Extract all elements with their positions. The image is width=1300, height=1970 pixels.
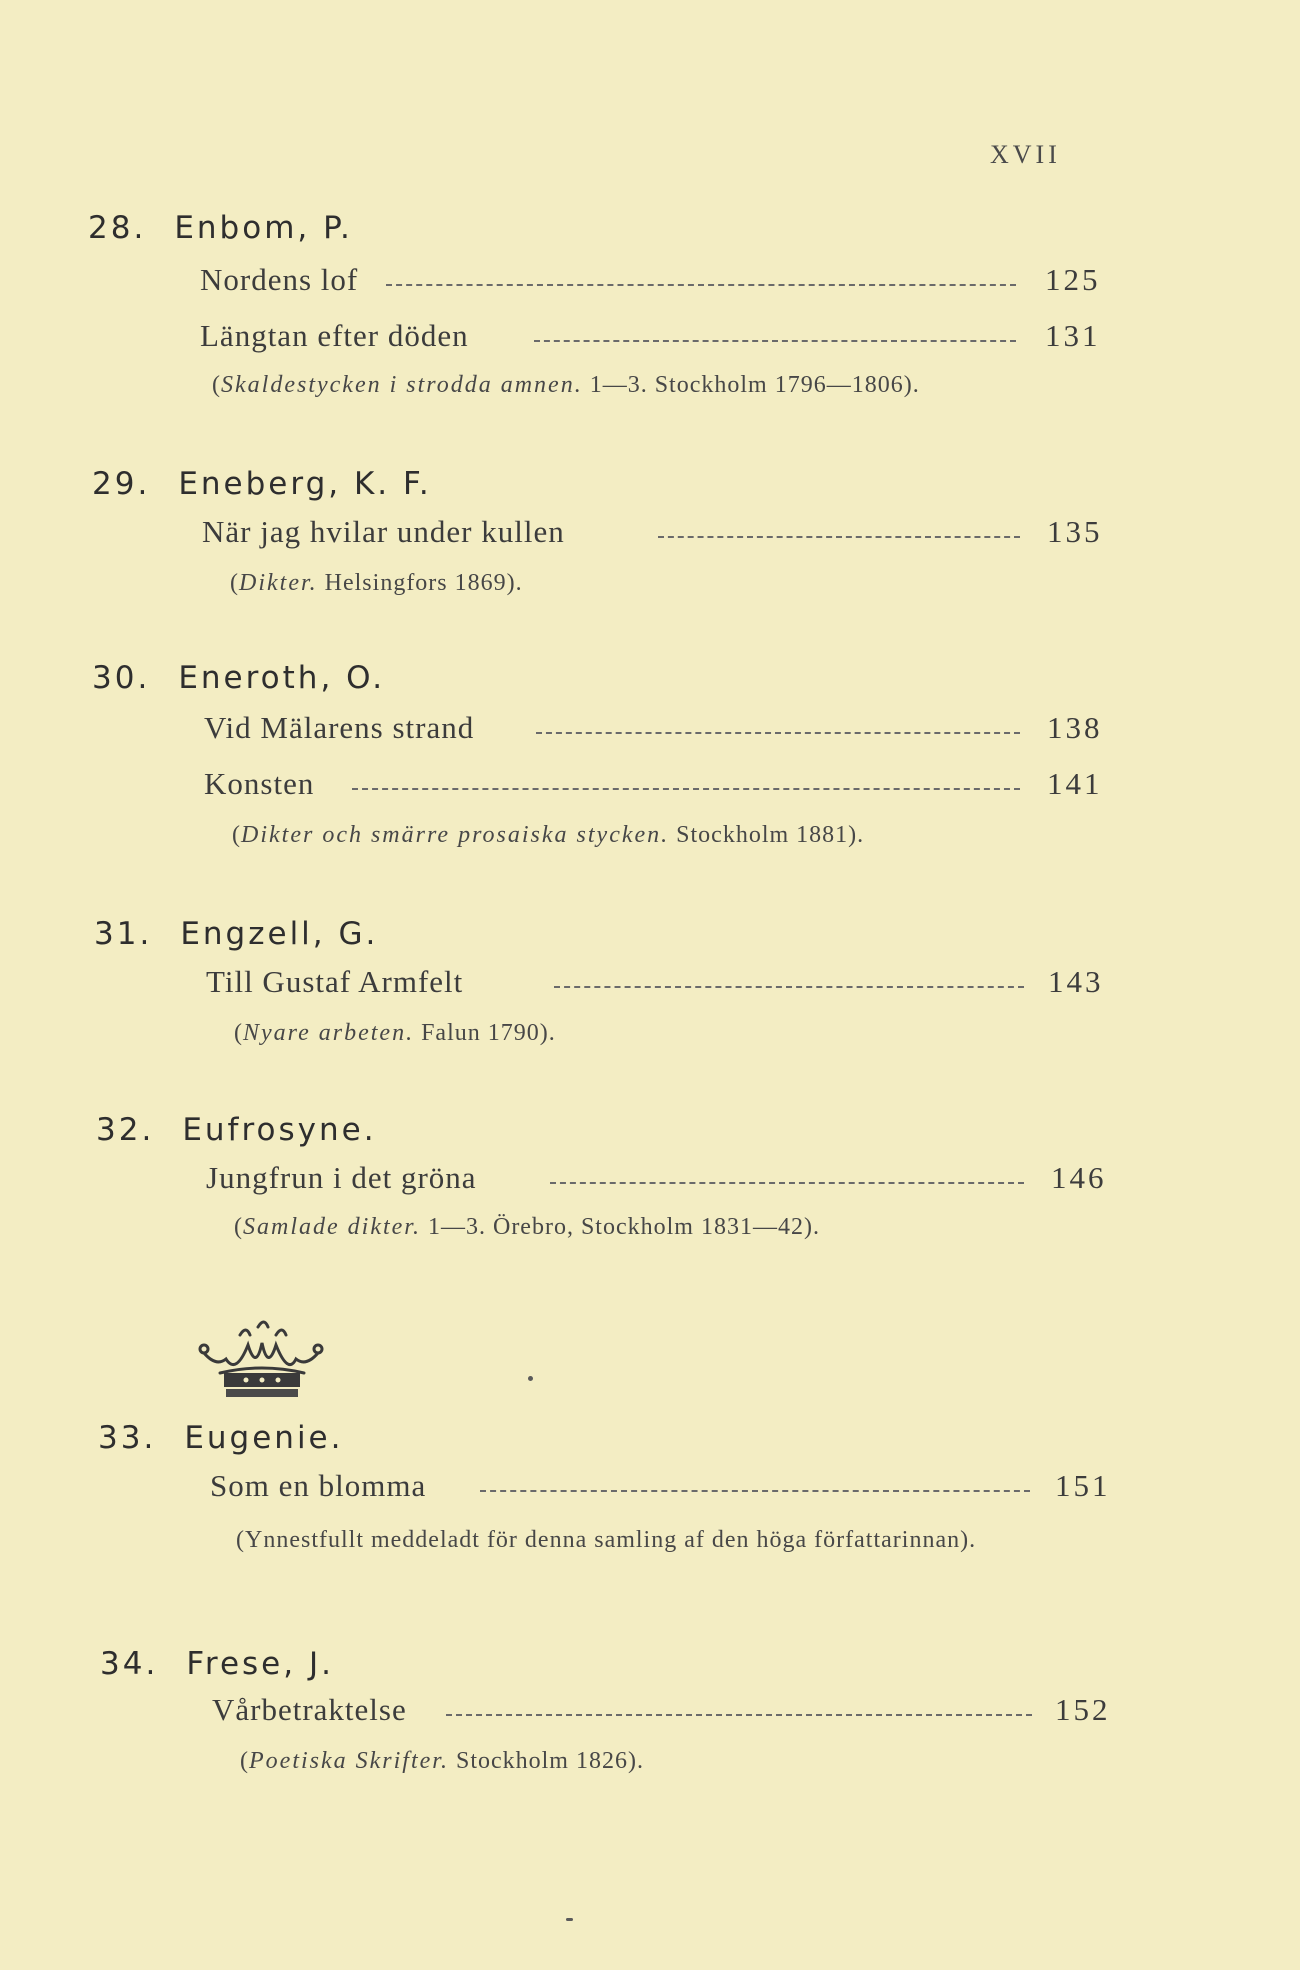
poem-page-number: 143	[1048, 964, 1104, 999]
author-heading	[96, 1112, 377, 1148]
source-details: Falun 1790).	[421, 1020, 556, 1046]
dot-leader	[534, 340, 1016, 342]
author-heading	[98, 1420, 343, 1456]
source-title: Samlade dikter.	[243, 1214, 421, 1240]
poem-page-number: 141	[1047, 766, 1103, 801]
poem-row	[212, 1692, 1112, 1732]
entry-number: 31.	[94, 916, 153, 952]
poem-title: Konsten	[204, 766, 315, 801]
poem-page-number: 131	[1045, 318, 1101, 353]
dot-leader	[446, 1714, 1032, 1716]
author-heading	[100, 1646, 334, 1682]
source-title: Dikter.	[239, 570, 318, 596]
source-note: (Poetiska Skrifter. Stockholm 1826).	[240, 1748, 644, 1774]
source-details: Helsingfors 1869).	[324, 570, 523, 596]
entry-number: 29.	[92, 466, 151, 502]
poem-row	[206, 1160, 1106, 1200]
dot-leader	[550, 1182, 1024, 1184]
source-title: Dikter och smärre prosaiska stycken.	[241, 822, 670, 848]
poem-row	[204, 710, 1104, 750]
entry-number: 30.	[92, 660, 151, 696]
author-name: Eugenie.	[184, 1420, 344, 1456]
poem-title: Som en blomma	[210, 1468, 427, 1503]
poem-row	[200, 318, 1100, 358]
page-folio: XVII	[990, 140, 1061, 169]
author-heading	[92, 466, 432, 502]
dot-leader	[554, 986, 1024, 988]
source-details: 1—3. Örebro, Stockholm 1831—42).	[427, 1214, 820, 1240]
crown-icon	[196, 1315, 326, 1405]
author-name: Frese, J.	[186, 1646, 334, 1682]
dot-leader	[386, 284, 1016, 286]
source-note: (Samlade dikter. 1—3. Örebro, Stockholm 1831—42).	[234, 1214, 820, 1240]
author-name: Engzell, G.	[180, 916, 379, 952]
source-note: (Ynnestfullt meddeladt för denna samling af den höga författarinnan).	[236, 1527, 977, 1553]
poem-page-number: 146	[1051, 1160, 1107, 1195]
author-name: Enbom, P.	[174, 210, 353, 246]
source-details: 1—3. Stockholm 1796—1806).	[589, 372, 920, 398]
author-heading	[94, 916, 378, 952]
author-heading	[88, 210, 353, 246]
ink-dot	[528, 1376, 533, 1381]
poem-page-number: 151	[1055, 1468, 1111, 1503]
author-name: Eneberg, K. F.	[178, 466, 432, 502]
source-details: Stockholm 1881).	[676, 822, 865, 848]
poem-row	[210, 1468, 1110, 1508]
author-name: Eufrosyne.	[182, 1112, 377, 1148]
author-heading	[92, 660, 385, 696]
poem-title: Vid Mälarens strand	[204, 710, 475, 745]
poem-title: Längtan efter döden	[200, 318, 469, 353]
source-note: (Nyare arbeten. Falun 1790).	[234, 1020, 556, 1046]
dot-leader	[536, 732, 1020, 734]
entry-number: 28.	[88, 210, 147, 246]
poem-page-number: 125	[1045, 262, 1101, 297]
poem-row	[202, 514, 1102, 554]
poem-title: Nordens lof	[200, 262, 359, 297]
source-title: Nyare arbeten.	[243, 1020, 415, 1046]
poem-page-number: 138	[1047, 710, 1103, 745]
source-title: Skaldestycken i strodda amnen.	[221, 372, 583, 398]
poem-title: Till Gustaf Armfelt	[206, 964, 464, 999]
ink-mark	[566, 1918, 573, 1921]
dot-leader	[480, 1490, 1030, 1492]
source-note: (Dikter och smärre prosaiska stycken. Stockholm 1881).	[232, 822, 865, 848]
poem-row	[204, 766, 1104, 806]
entry-number: 33.	[98, 1420, 157, 1456]
dot-leader	[352, 788, 1020, 790]
entry-number: 32.	[96, 1112, 155, 1148]
source-note: (Dikter. Helsingfors 1869).	[230, 570, 523, 596]
poem-page-number: 152	[1055, 1692, 1111, 1727]
poem-row	[206, 964, 1106, 1004]
poem-page-number: 135	[1047, 514, 1103, 549]
poem-title: Vårbetraktelse	[212, 1692, 407, 1727]
author-name: Eneroth, O.	[178, 660, 386, 696]
poem-title: När jag hvilar under kullen	[202, 514, 565, 549]
poem-title: Jungfrun i det gröna	[206, 1160, 477, 1195]
entry-number: 34.	[100, 1646, 159, 1682]
source-note: (Skaldestycken i strodda amnen. 1—3. Stockholm 1796—1806).	[212, 372, 920, 398]
source-title: Poetiska Skrifter.	[249, 1748, 449, 1774]
poem-row	[200, 262, 1100, 302]
dot-leader	[658, 536, 1020, 538]
source-details: Stockholm 1826).	[455, 1748, 644, 1774]
